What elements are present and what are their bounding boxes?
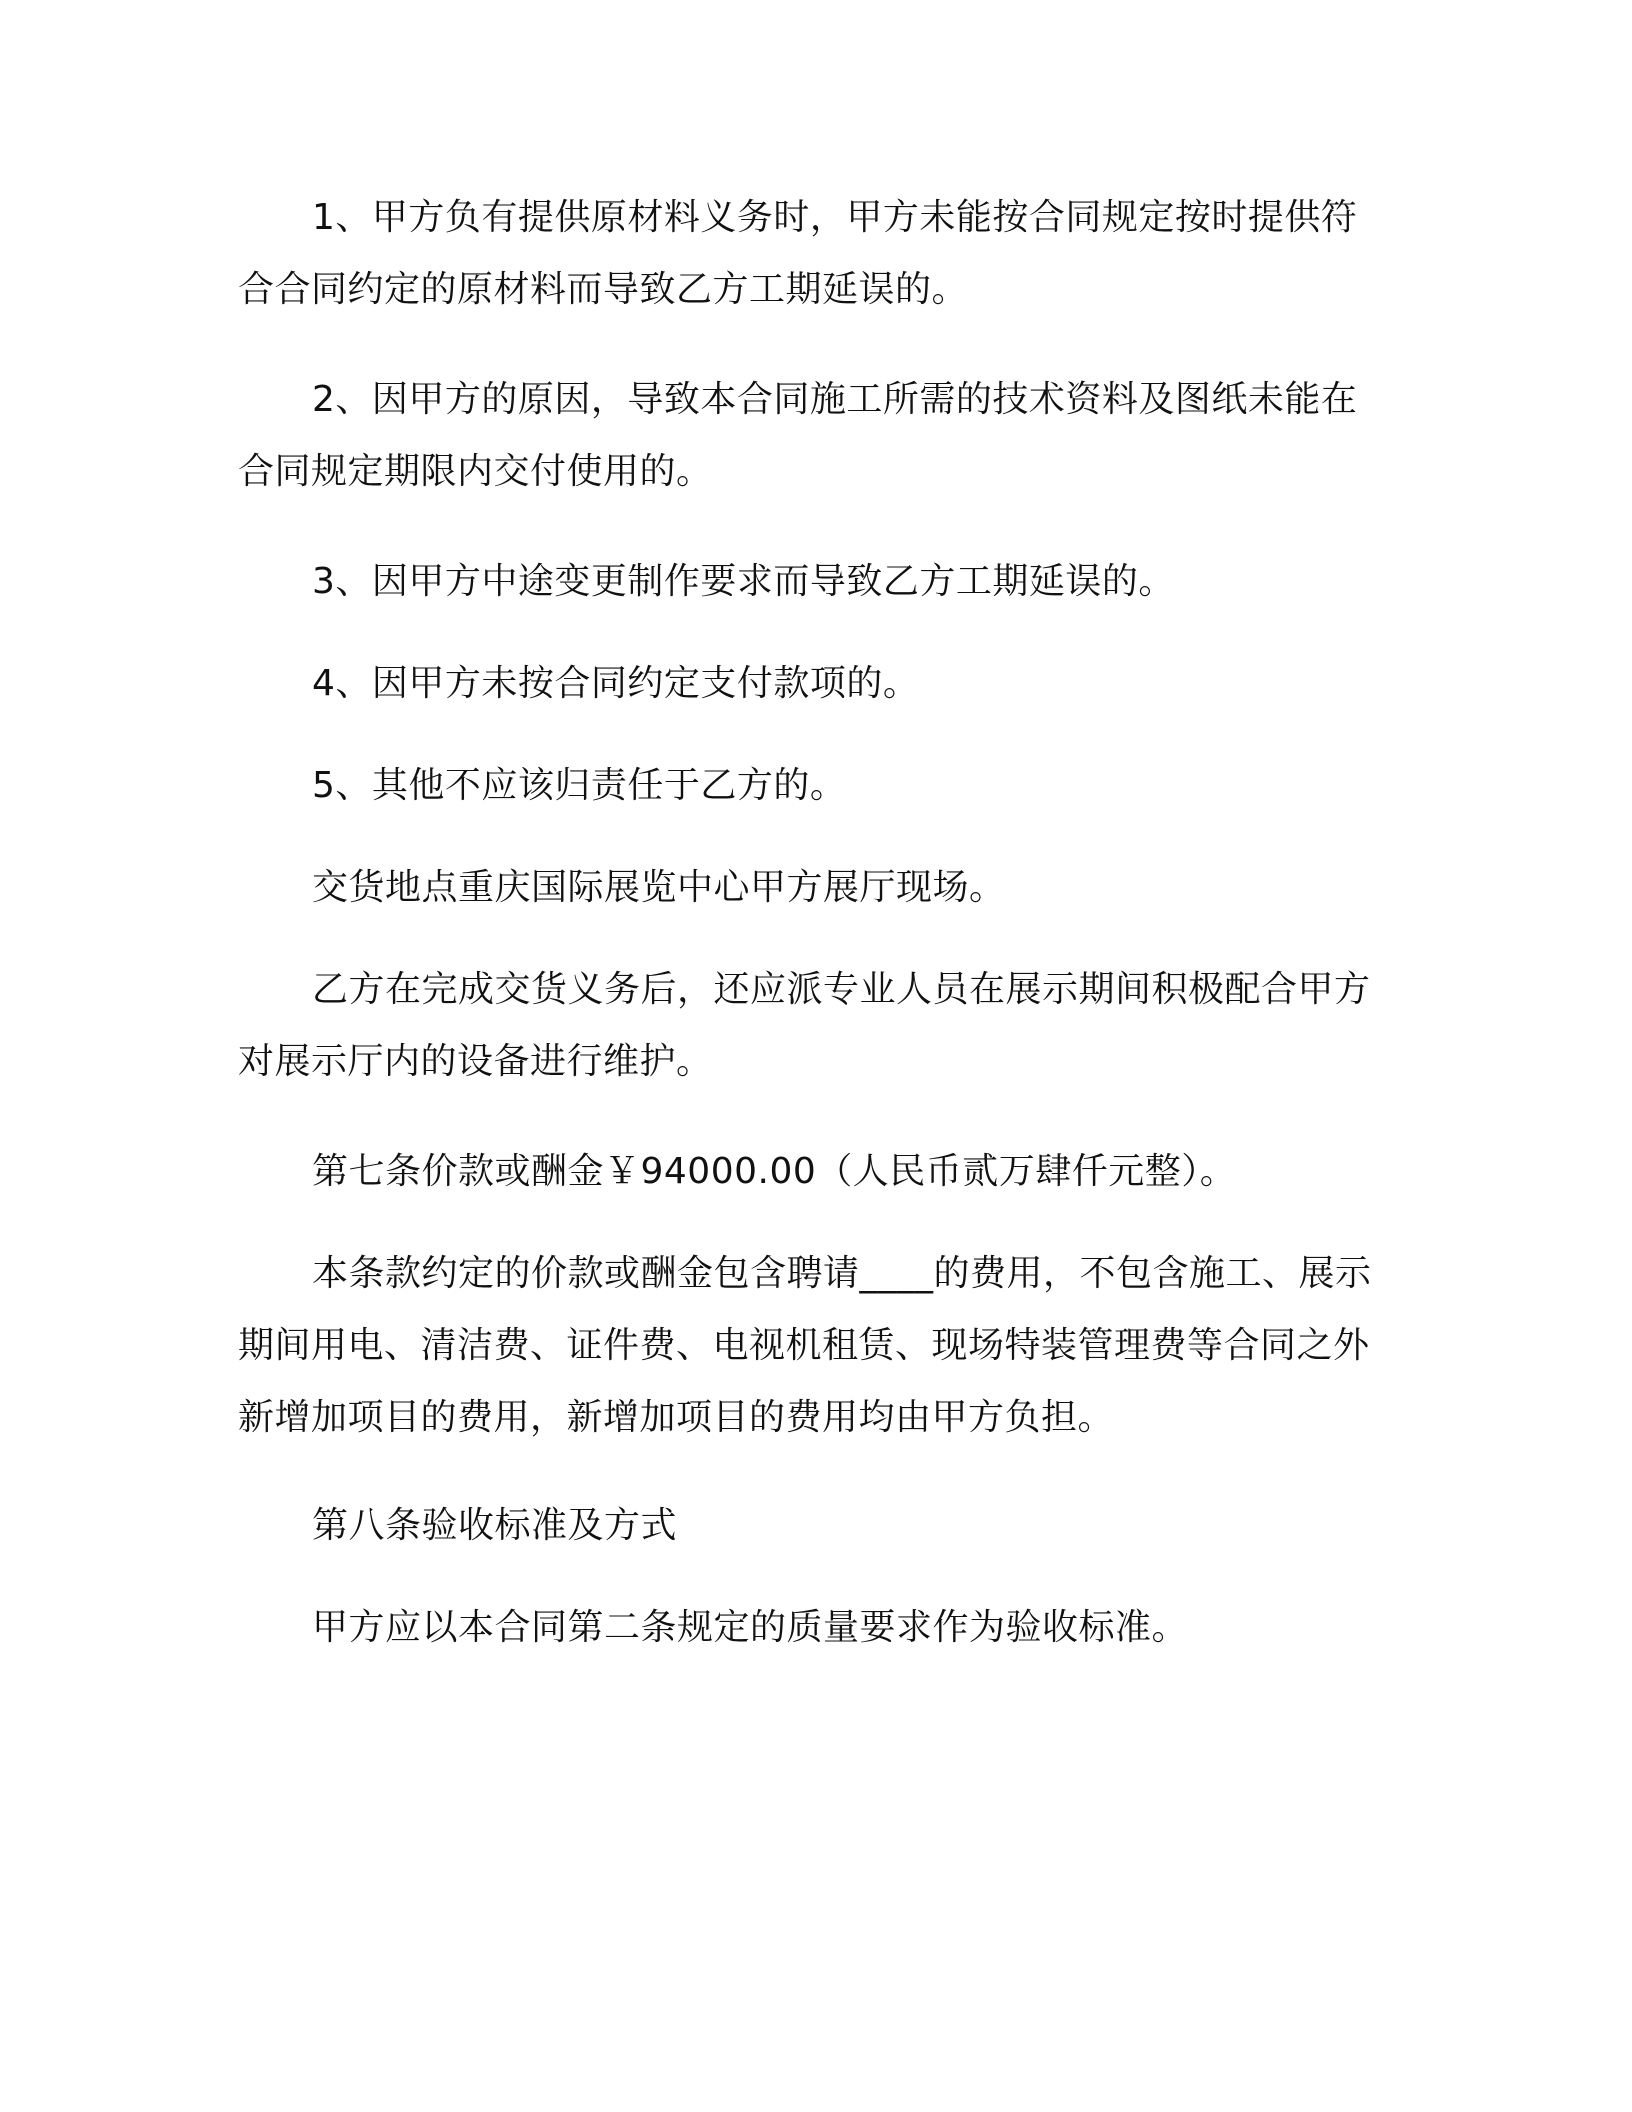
acceptance-standard-paragraph: 甲方应以本合同第二条规定的质量要求作为验收标准。 (312, 1607, 1189, 1648)
article-eight-heading: 第八条验收标准及方式 (312, 1505, 678, 1546)
clause-item-1: 1、甲方负有提供原材料义务时，甲方未能按合同规定按时提供符合合同约定的原材料而导致乙方工期延误的。 (238, 197, 1358, 310)
article-seven-price: 第七条价款或酬金￥94000.00（人民币贰万肆仟元整）。 (312, 1151, 1237, 1192)
clause-item-2: 2、因甲方的原因，导致本合同施工所需的技术资料及图纸未能在合同规定期限内交付使用的。 (238, 379, 1358, 492)
clause-item-3: 3、因甲方中途变更制作要求而导致乙方工期延误的。 (312, 561, 1175, 602)
clause-item-5: 5、其他不应该归责任于乙方的。 (312, 765, 847, 806)
price-scope-paragraph: 本条款约定的价款或酬金包含聘请____的费用，不包含施工、展示期间用电、清洁费、证件费、电视机租赁、现场特装管理费等合同之外新增加项目的费用，新增加项目的费用均由甲方负担。 (238, 1253, 1372, 1438)
maintenance-paragraph: 乙方在完成交货义务后，还应派专业人员在展示期间积极配合甲方对展示厅内的设备进行维护。 (238, 969, 1371, 1082)
clause-item-4: 4、因甲方未按合同约定支付款项的。 (312, 663, 920, 704)
delivery-location-paragraph: 交货地点重庆国际展览中心甲方展厅现场。 (312, 867, 1006, 908)
